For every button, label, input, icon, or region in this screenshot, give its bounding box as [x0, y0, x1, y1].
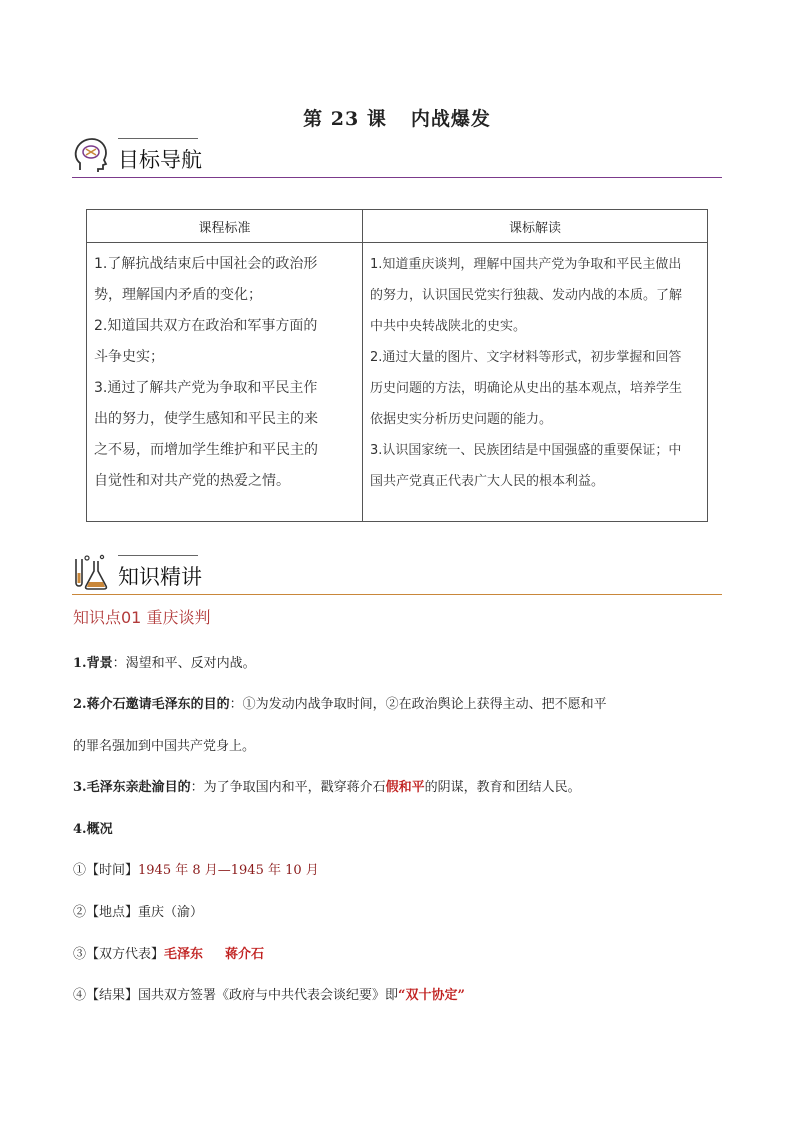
background-line — [73, 652, 733, 671]
section-overline — [118, 555, 198, 556]
background-label: 1.背景 — [73, 656, 113, 671]
lesson-title — [0, 104, 794, 131]
lesson-name: 内战爆发 — [410, 108, 491, 130]
mao-purpose-label: 3.毛泽东亲赴渝目的 — [73, 780, 191, 795]
standards-line: 2.知道国共双方在政治和军事方面的 — [94, 318, 318, 334]
double-ten-agreement: “双十协定” — [398, 988, 465, 1003]
section-knowledge-label: 知识精讲 — [118, 565, 202, 589]
purpose-line-continued — [73, 735, 733, 754]
interpretation-line: 中共中央转战陕北的史实。 — [370, 319, 527, 334]
standards-line: 势，理解国内矛盾的变化； — [94, 287, 262, 303]
time-label: ①【时间】 — [73, 863, 139, 878]
result-label: ④【结果】 — [73, 988, 139, 1003]
flask-icon — [72, 553, 110, 591]
purpose-text: ：①为发动内战争取时间，②在政治舆论上获得主动、把不愿和平 — [229, 697, 607, 712]
standards-line: 出的努力，使学生感知和平民主的来 — [94, 411, 318, 427]
representative-chiang: 蒋介石 — [225, 947, 265, 962]
representative-mao: 毛泽东 — [164, 947, 204, 962]
standards-line: 1.了解抗战结束后中国社会的政治形 — [94, 256, 318, 272]
interpretation-line: 1.知道重庆谈判，理解中国共产党为争取和平民主做出 — [370, 257, 682, 272]
interpretation-line: 依据史实分析历史问题的能力。 — [370, 412, 553, 427]
table-row — [87, 243, 708, 522]
section-divider — [72, 177, 722, 178]
result-line — [73, 984, 733, 1003]
purpose-text-continued: 的罪名强加到中国共产党身上。 — [73, 739, 256, 754]
brain-head-icon — [72, 136, 110, 174]
curriculum-table — [86, 209, 708, 522]
standards-line: 斗争史实； — [94, 349, 164, 365]
place-label: ②【地点】 — [73, 905, 139, 920]
section-goals-header — [72, 136, 722, 178]
lesson-number: 第 23 课 — [303, 108, 387, 130]
interpretation-line: 历史问题的方法，明确论从史出的基本观点，培养学生 — [370, 381, 683, 396]
section-divider — [72, 594, 722, 595]
overview-label: 4.概况 — [73, 822, 113, 837]
interpretation-line: 的努力，认识国民党实行独裁、发动内战的本质。了解 — [370, 288, 683, 303]
mao-purpose-text-end: 的阴谋，教育和团结人民。 — [424, 780, 581, 795]
section-overline — [118, 138, 198, 139]
table-header: 课标解读 — [363, 210, 708, 243]
standards-line: 3.通过了解共产党为争取和平民主作 — [94, 380, 318, 396]
interpretation-cell — [363, 243, 708, 522]
knowledge-point-title: 知识点01 重庆谈判 — [73, 608, 211, 627]
overview-line — [73, 818, 733, 837]
purpose-line — [73, 693, 733, 712]
interpretation-line: 2.通过大量的图片、文字材料等形式，初步掌握和回答 — [370, 350, 682, 365]
standards-cell — [87, 243, 363, 522]
result-text: 国共双方签署《政府与中共代表会谈纪要》即 — [138, 988, 399, 1003]
table-header: 课程标准 — [87, 210, 363, 243]
representatives-line — [73, 943, 733, 962]
interpretation-line: 3.认识国家统一、民族团结是中国强盛的重要保证；中 — [370, 443, 682, 458]
time-line — [73, 859, 733, 878]
interpretation-line: 国共产党真正代表广大人民的根本利益。 — [370, 474, 605, 489]
time-value: 1945 年 8 月—1945 年 10 月 — [138, 863, 319, 878]
place-value: 重庆（渝） — [138, 905, 204, 920]
purpose-label: 2.蒋介石邀请毛泽东的目的 — [73, 697, 230, 712]
representatives-label: ③【双方代表】 — [73, 947, 165, 962]
background-text: ：渴望和平、反对内战。 — [112, 656, 256, 671]
section-goals-label: 目标导航 — [118, 148, 202, 172]
place-line — [73, 901, 733, 920]
standards-line: 自觉性和对共产党的热爱之情。 — [94, 473, 290, 489]
table-header-row — [87, 210, 708, 243]
standards-line: 之不易，而增加学生维护和平民主的 — [94, 442, 318, 458]
emphasis-fake-peace: 假和平 — [385, 780, 425, 795]
mao-purpose-line — [73, 776, 733, 795]
section-knowledge-header — [72, 553, 722, 595]
mao-purpose-text: ：为了争取国内和平，戳穿蒋介石 — [190, 780, 386, 795]
